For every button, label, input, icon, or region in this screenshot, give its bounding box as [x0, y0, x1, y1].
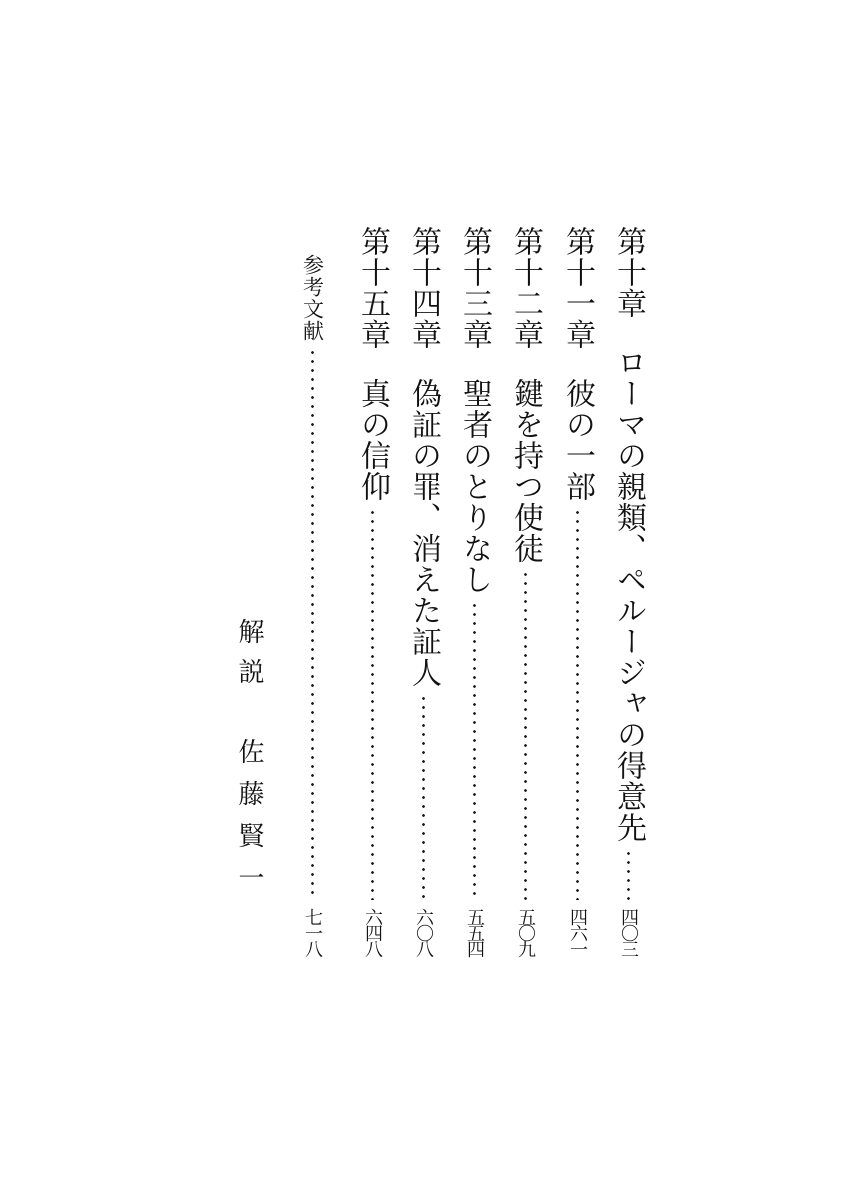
toc-entry-chapter-11[interactable]	[559, 226, 595, 956]
toc-entry-chapter-13[interactable]	[456, 226, 492, 956]
chapter-title: 聖者のとりなし	[457, 378, 492, 595]
dot-leader	[473, 601, 476, 900]
chapter-number: 第十三章	[457, 226, 492, 350]
page-number: 六〇八	[413, 908, 434, 956]
toc-entry-chapter-14[interactable]	[405, 226, 441, 956]
chapter-number: 第十一章	[560, 226, 595, 350]
dot-leader	[627, 849, 630, 900]
toc-entry-chapter-12[interactable]	[507, 226, 543, 956]
dot-leader	[422, 694, 425, 900]
commentary-author: 佐藤賢一	[234, 738, 264, 906]
toc-entry-commentary[interactable]	[226, 618, 262, 908]
toc-entry-bibliography[interactable]	[298, 254, 326, 956]
page-number: 六四八	[362, 908, 383, 956]
chapter-number: 第十四章	[406, 226, 441, 350]
dot-leader	[311, 348, 314, 900]
chapter-number: 第十二章	[508, 226, 543, 350]
dot-leader	[576, 508, 579, 900]
chapter-number: 第十章	[611, 226, 646, 319]
chapter-title: 鍵を持つ使徒	[508, 378, 543, 564]
page-number: 四六一	[567, 908, 588, 956]
chapter-title: 偽証の罪、消えた証人	[406, 378, 441, 688]
page-number: 四〇三	[618, 908, 639, 956]
toc-entry-chapter-10[interactable]	[610, 226, 646, 956]
toc-entry-chapter-15[interactable]	[354, 226, 390, 956]
dot-leader	[371, 508, 374, 900]
page-number: 五〇九	[515, 908, 536, 956]
dot-leader	[524, 570, 527, 900]
chapter-title: 彼の一部	[560, 378, 595, 502]
chapter-title: 真の信仰	[355, 378, 390, 502]
chapter-number: 第十五章	[355, 226, 390, 350]
page-number: 七一八	[302, 908, 323, 956]
bibliography-title: 参考文献	[300, 254, 325, 342]
page-number: 五五四	[464, 908, 485, 956]
chapter-title: ローマの親類、ペルージャの得意先	[611, 347, 646, 843]
commentary-label: 解説	[234, 618, 264, 698]
